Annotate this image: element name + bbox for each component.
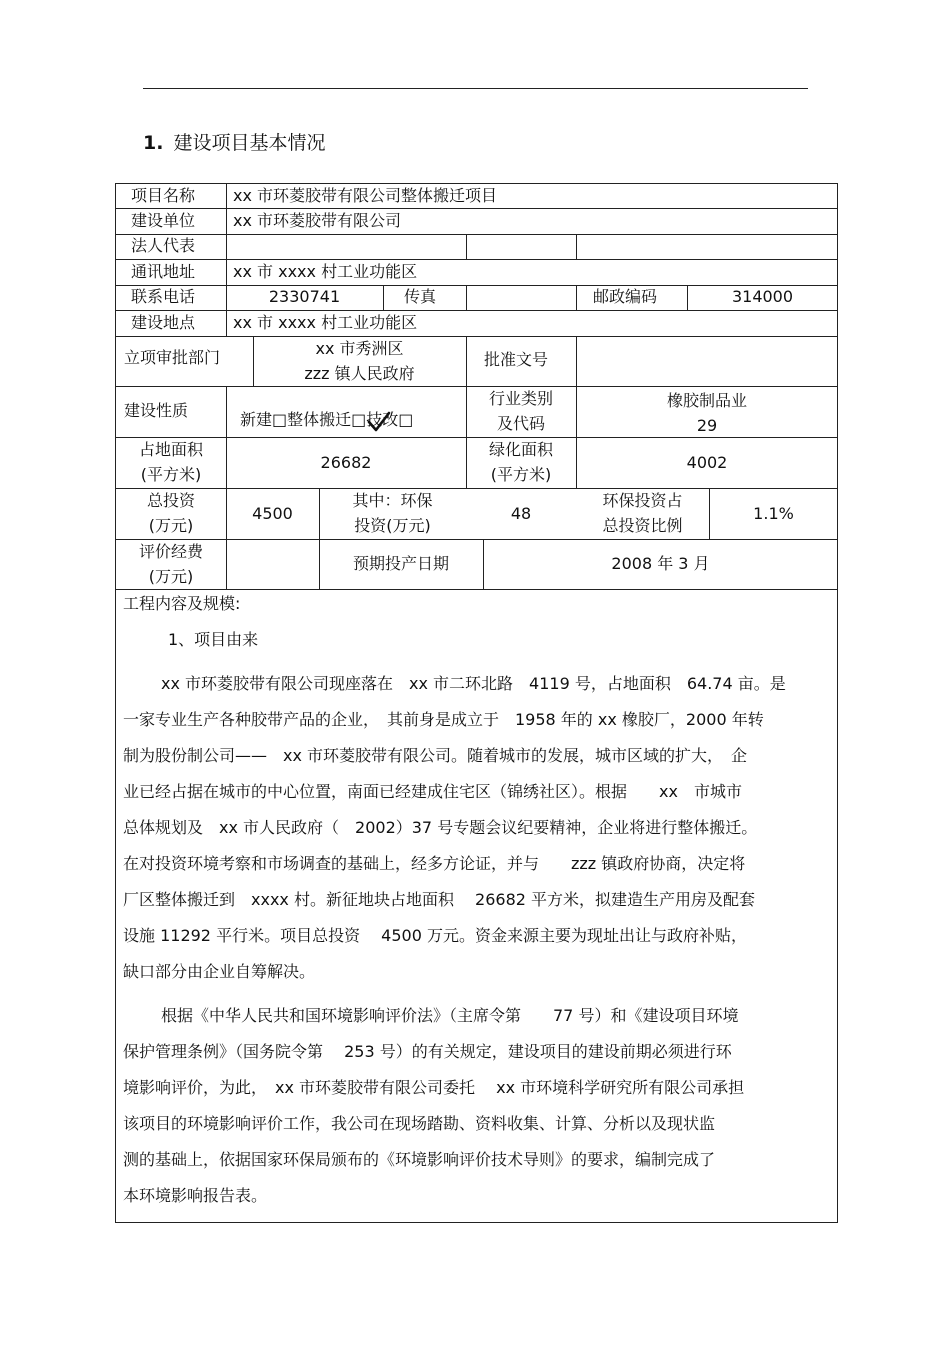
col-rule (466, 285, 467, 310)
project-name-label: 项目名称 (131, 186, 196, 205)
col-rule (383, 285, 384, 310)
paragraph-line: 设施 11292 平行米。项目总投资 4500 万元。资金来源主要为现址出让与政府补贴， (123, 926, 747, 945)
content-heading: 工程内容及规模: (123, 594, 241, 613)
col-rule (226, 386, 227, 589)
industry-label-line1: 行业类别 (488, 389, 553, 408)
env-invest-value: 48 (510, 504, 532, 523)
row-rule (116, 259, 838, 260)
section-heading (143, 128, 325, 155)
row-rule (116, 336, 838, 337)
env-invest-label-line2: 投资(万元) (354, 516, 431, 535)
land-area-label-line2: (平方米) (140, 465, 202, 484)
nature-label: 建设性质 (124, 401, 189, 420)
green-area-value: 4002 (686, 453, 728, 472)
investment-label-line1: 总投资 (146, 491, 195, 510)
land-area-value: 26682 (320, 453, 372, 472)
green-area-label-line1: 绿化面积 (488, 440, 553, 459)
phone-label: 联系电话 (131, 287, 196, 306)
paragraph-line: 测的基础上，依据国家环保局颁布的《环境影响评价技术导则》的要求，编制完成了 (123, 1150, 716, 1169)
paragraph-line: 一家专业生产各种胶带产品的企业， 其前身是成立于 1958 年的 xx 橡胶厂，2000 年转 (123, 710, 764, 729)
row-rule (116, 310, 838, 311)
legal-rep-label: 法人代表 (131, 236, 196, 255)
paragraph-line: 境影响评价，为此， xx 市环菱胶带有限公司委托 xx 市环境科学研究所有限公司承担 (123, 1078, 745, 1097)
industry-label-line2: 及代码 (496, 414, 545, 433)
content-subheading: 1、项目由来 (168, 630, 259, 649)
header-rule (143, 88, 808, 89)
paragraph-line: 该项目的环境影响评价工作，我公司在现场踏勘、资料收集、计算、分析以及现状监 (123, 1114, 716, 1133)
industry-value-line2: 29 (696, 416, 718, 435)
paragraph-line: 总体规划及 xx 市人民政府（ 2002）37 号专题会议纪要精神，企业将进行整体搬迁。 (123, 818, 758, 837)
address-value: xx 市 xxxx 村工业功能区 (233, 262, 418, 281)
env-invest-label-line1: 其中：环保 (352, 491, 433, 510)
production-date-value: 2008 年 3 月 (611, 554, 710, 573)
col-rule (466, 234, 467, 259)
paragraph-line: 业已经占据在城市的中心位置，南面已经建成住宅区（锦绣社区）。根据 xx 市城市 (123, 782, 742, 801)
row-rule (116, 234, 838, 235)
production-date-label: 预期投产日期 (352, 554, 449, 573)
project-info-form (115, 183, 838, 1223)
env-ratio-label-line2: 总投资比例 (602, 516, 683, 535)
project-name-value: xx 市环菱胶带有限公司整体搬迁项目 (233, 186, 498, 205)
postcode-label: 邮政编码 (593, 287, 658, 306)
address-label: 通讯地址 (131, 262, 196, 281)
land-area-label-line1: 占地面积 (138, 440, 203, 459)
paragraph-line: xx 市环菱胶带有限公司现座落在 xx 市二环北路 4119 号，占地面积 64.74 亩。是 (161, 674, 786, 693)
phone-value: 2330741 (268, 287, 341, 306)
paragraph-line: 厂区整体搬迁到 xxxx 村。新征地块占地面积 26682 平方米，拟建造生产用房及配套 (123, 890, 756, 909)
section-number: 1. (143, 132, 164, 154)
investment-label-line2: (万元) (148, 516, 194, 535)
postcode-value: 314000 (731, 287, 794, 306)
site-value: xx 市 xxxx 村工业功能区 (233, 313, 418, 332)
approval-dept-line1: xx 市秀洲区 (315, 339, 404, 358)
checkmark-icon (367, 411, 391, 433)
paragraph-line: 保护管理条例》（国务院令第 253 号）的有关规定，建设项目的建设前期必须进行环 (123, 1042, 732, 1061)
row-rule (116, 589, 838, 590)
site-label: 建设地点 (131, 313, 196, 332)
builder-label: 建设单位 (131, 211, 196, 230)
paragraph-line: 制为股份制公司—— xx 市环菱胶带有限公司。随着城市的发展，城市区域的扩大， 企 (123, 746, 748, 765)
paragraph-line: 缺口部分由企业自筹解决。 (123, 962, 316, 981)
section-title: 建设项目基本情况 (173, 132, 326, 154)
paragraph-line: 本环境影响报告表。 (123, 1186, 268, 1205)
paragraph-line: 根据《中华人民共和国环境影响评价法》（主席令第 77 号）和《建设项目环境 (161, 1006, 739, 1025)
eval-cost-label-line1: 评价经费 (138, 542, 203, 561)
approval-dept-label: 立项审批部门 (124, 348, 221, 367)
row-rule (116, 208, 838, 209)
green-area-label-line2: (平方米) (490, 465, 552, 484)
approval-doc-label: 批准文号 (484, 350, 549, 369)
col-rule (576, 285, 577, 310)
paragraph-line: 在对投资环境考察和市场调查的基础上，经多方论证，并与 zzz 镇政府协商，决定将 (123, 854, 746, 873)
col-rule (226, 310, 227, 336)
investment-value: 4500 (252, 504, 293, 523)
eval-cost-label-line2: (万元) (148, 567, 194, 586)
env-ratio-value: 1.1% (753, 504, 794, 523)
builder-value: xx 市环菱胶带有限公司 (233, 211, 402, 230)
nature-options: 新建□整体搬迁□技改□ (240, 410, 414, 429)
approval-dept-line2: zzz 镇人民政府 (304, 364, 415, 383)
col-rule (576, 234, 577, 259)
fax-label: 传真 (404, 287, 437, 306)
industry-value-line1: 橡胶制品业 (666, 391, 747, 410)
env-ratio-label-line1: 环保投资占 (602, 491, 683, 510)
